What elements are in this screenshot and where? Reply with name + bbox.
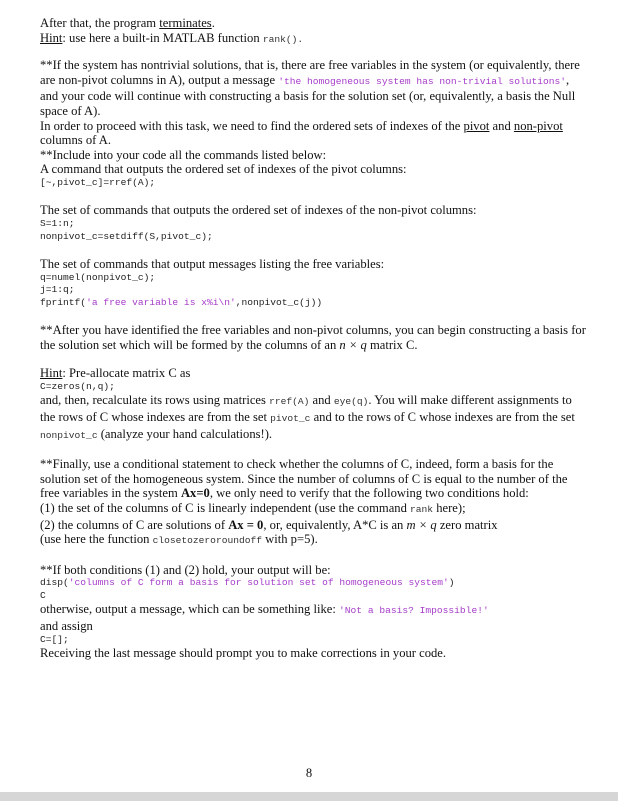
hint-line <box>40 31 588 48</box>
code-nonpivot: S=1:n; nonpivot_c=setdiff(S,pivot_c); <box>40 218 213 242</box>
disp-b: ) <box>448 577 455 589</box>
not-basis-string: 'Not a basis? Impossible!' <box>339 605 489 617</box>
recalc-text-4: (analyze your hand calculations!). <box>97 426 273 441</box>
condition-2-note <box>40 532 588 549</box>
condition-1 <box>40 501 588 518</box>
document-body <box>40 16 588 661</box>
finally-text-2: , we only need to verify that the following two conditions hold: <box>209 486 529 501</box>
nontrivial-text-2: , and your code will continue with constructing a basis for the solution set (or, equivalently, a basis the Null space of A). <box>40 72 576 118</box>
cond2-text: (2) the columns of C are solutions of <box>40 517 229 532</box>
finally-text-1: **Finally, use a conditional statement to check whether the columns of C, indeed, form a basis for the solution set of the homogeneous system. Since the number of columns of C is equal to the number of the free variables in the system <box>40 457 568 501</box>
terminates-underlined: terminates <box>159 16 212 30</box>
m-by-q: m × q <box>406 517 437 532</box>
hint2-label: Hint <box>40 366 63 381</box>
cond2-end: zero matrix <box>436 517 498 532</box>
rank-code: rank(). <box>262 33 304 45</box>
code-free-vars <box>40 272 588 310</box>
pivot-underlined: pivot <box>463 118 490 133</box>
pivot-command-desc: A command that outputs the ordered set of indexes of the pivot columns: <box>40 162 407 177</box>
page-number: 8 <box>305 766 313 780</box>
cond1-end: here); <box>433 500 466 515</box>
proceed-text-end: columns of A. <box>40 133 112 148</box>
after-text: **After you have identified the free variables and non-pivot columns, you can begin constructing a basis for the solution set which will be formed by the columns of an <box>40 323 586 352</box>
nonpivot-underlined: non-pivot <box>513 118 563 133</box>
code-rref-pivot: [~,pivot_c]=rref(A); <box>40 176 156 188</box>
condition-2 <box>40 518 588 533</box>
after-paragraph <box>40 323 588 352</box>
free-vars-desc: The set of commands that output messages listing the free variables: <box>40 257 385 272</box>
eye-code: eye(q) <box>333 396 369 408</box>
hint2-text: : Pre-allocate matrix C as <box>62 366 191 381</box>
ax-eq-zero-2: Ax = 0 <box>228 517 264 532</box>
include-commands-line: **Include into your code all the commands listed below: <box>40 147 327 162</box>
rref-code: rref(A) <box>269 396 310 408</box>
closetozero-code: closetozeroroundoff <box>152 535 262 547</box>
and-text: and <box>489 118 514 133</box>
cond3-text: (use here the function <box>40 532 153 547</box>
ax-eq-zero: Ax=0 <box>180 486 210 501</box>
code-free-a: q=numel(nonpivot_c); j=1:q; fprintf( <box>40 271 156 308</box>
n-by-q: n × q <box>339 337 367 352</box>
code-disp <box>40 577 588 590</box>
intro-text: After that, the program <box>40 16 160 30</box>
finally-paragraph <box>40 457 588 501</box>
otherwise-text: otherwise, output a message, which can be something like: <box>40 602 340 617</box>
nontrivial-message-string: 'the homogeneous system has non-trivial solutions' <box>278 75 567 87</box>
recalc-text-3: and to the rows of C whose indexes are from the set <box>310 410 575 424</box>
nontrivial-paragraph <box>40 58 588 118</box>
recalc-text-1: and, then, recalculate its rows using matrices <box>40 393 270 408</box>
otherwise-line <box>40 602 588 619</box>
intro-line <box>40 16 588 31</box>
last-message-line: Receiving the last message should prompt you to make corrections in your code. <box>40 646 447 661</box>
after-text-end: matrix C. <box>366 337 418 352</box>
recalculate-paragraph <box>40 393 588 443</box>
hint-label: Hint <box>40 30 63 45</box>
cond2-text-2: , or, equivalently, A*C is an <box>263 517 407 532</box>
proceed-paragraph <box>40 119 588 148</box>
disp-a: disp( <box>40 577 69 589</box>
nonpivot-c-code: nonpivot_c <box>40 429 98 441</box>
and-assign-line: and assign <box>40 618 93 633</box>
code-free-b: ,nonpivot_c(j)) <box>235 296 323 308</box>
rank-code-2: rank <box>410 503 434 515</box>
pivot-c-code: pivot_c <box>270 413 311 424</box>
proceed-text: In order to proceed with this task, we need to find the ordered sets of indexes of the <box>40 118 464 133</box>
disp-string: 'columns of C form a basis for solution set of homogeneous system' <box>68 577 449 589</box>
page-bottom-bar <box>0 792 618 801</box>
nonpivot-desc: The set of commands that outputs the ordered set of indexes of the non-pivot columns: <box>40 203 477 218</box>
cond1-text: (1) the set of the columns of C is linearly independent (use the command <box>40 500 411 515</box>
code-zeros: C=zeros(n,q); <box>40 380 115 392</box>
code-c-empty: C=[]; <box>40 633 69 645</box>
hint-text: : use here a built-in MATLAB function <box>62 30 263 45</box>
recalc-text-2: . You will make different assignments to the rows of C whose indexes are from the set <box>40 393 572 424</box>
code-c: C <box>40 589 46 601</box>
recalc-and: and <box>309 393 334 408</box>
cond3-end: with p=5). <box>262 532 318 547</box>
hint2-line <box>40 366 588 381</box>
both-conditions-line: **If both conditions (1) and (2) hold, your output will be: <box>40 562 331 577</box>
intro-period: . <box>211 16 215 30</box>
fprintf-string: 'a free variable is x%i\n' <box>86 296 236 308</box>
nontrivial-text-1: **If the system has nontrivial solutions, that is, there are free variables in the system (or equivalently, there are non-pivot columns in A), output a message <box>40 58 580 87</box>
